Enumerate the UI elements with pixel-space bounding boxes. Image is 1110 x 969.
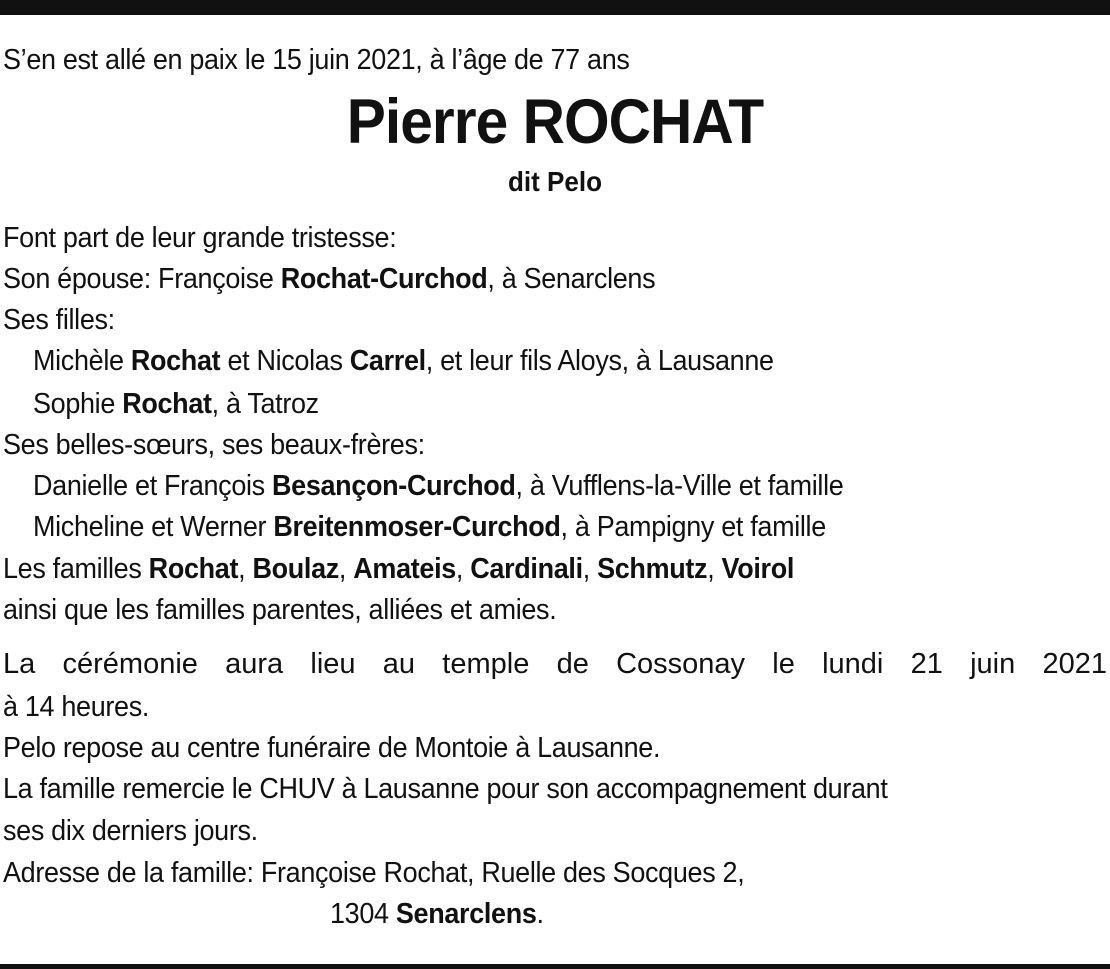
inlaws-label: Ses belles-sœurs, ses beaux-frères: [3,429,425,461]
intro-line: S’en est allé en paix le 15 juin 2021, à l’âge de 77 ans [3,44,630,76]
address-end: . [536,898,544,930]
top-rule [0,0,1110,15]
spouse-prefix: Son épouse: Françoise [3,263,281,295]
spouse-line [3,261,655,297]
families-separator: , [338,553,354,585]
deceased-name: Pierre ROCHAT [346,87,764,157]
families-separator: , [582,553,598,585]
inlaw1-text-c: , à Vufflens-la-Ville et famille [515,470,844,502]
address-line-2 [330,896,544,932]
sorrow-line: Font part de leur grande tristesse: [3,222,397,254]
family-name: Voirol [721,553,795,585]
inlaw1-text-a: Danielle et François [33,470,273,502]
inlaw2-text-c: , à Pampigny et famille [560,511,826,543]
family-name: Schmutz [597,553,708,585]
address-line-1: Adresse de la famille: Françoise Rochat, Ruelle des Socques 2, [3,857,745,889]
inlaw1-surname: Besançon-Curchod [272,470,516,502]
inlaw-line-1 [33,468,843,504]
rest-line: Pelo repose au centre funéraire de Montoie à Lausanne. [3,732,661,764]
thanks-line-2: ses dix derniers jours. [3,815,258,847]
inlaw2-surname: Breitenmoser-Curchod [273,511,561,543]
address-zip: 1304 [330,898,396,930]
spouse-surname: Rochat-Curchod [280,263,488,295]
bottom-rule [0,964,1110,969]
daughter1-text-c: et Nicolas [220,345,350,377]
families-separator: , [238,553,253,585]
spouse-suffix: , à Senarclens [487,263,656,295]
ceremony-line-2: à 14 heures. [3,691,150,723]
family-name: Amateis [353,553,456,585]
inlaw-line-2 [33,509,826,545]
family-name: Rochat [148,553,239,585]
families-line [3,551,794,587]
thanks-line-1: La famille remercie le CHUV à Lausanne pour son accompagnement durant [3,773,888,805]
daughter-line-1 [33,343,774,379]
families-separator: , [455,553,471,585]
ceremony-line-1: La cérémonie aura lieu au temple de Cossonay le lundi 21 juin 2021 [3,648,1107,680]
families-prefix: Les familles [3,553,149,585]
daughter2-text-c: , à Tatroz [211,388,319,420]
daughter2-text-a: Sophie [33,388,123,420]
daughter-line-2 [33,386,319,422]
deceased-nickname: dit Pelo [507,166,603,197]
families-separator: , [707,553,722,585]
address-city: Senarclens [395,898,537,930]
daughter1-partner-surname: Carrel [349,345,426,377]
family-name: Cardinali [470,553,583,585]
daughter2-surname: Rochat [122,388,212,420]
inlaw2-text-a: Micheline et Werner [33,511,274,543]
daughter1-surname: Rochat [130,345,221,377]
daughter1-text-e: , et leur fils Aloys, à Lausanne [425,345,774,377]
daughters-label: Ses filles: [3,304,115,336]
family-name: Boulaz [252,553,339,585]
relatives-line: ainsi que les familles parentes, alliées et amies. [3,594,557,626]
daughter1-text-a: Michèle [33,345,131,377]
